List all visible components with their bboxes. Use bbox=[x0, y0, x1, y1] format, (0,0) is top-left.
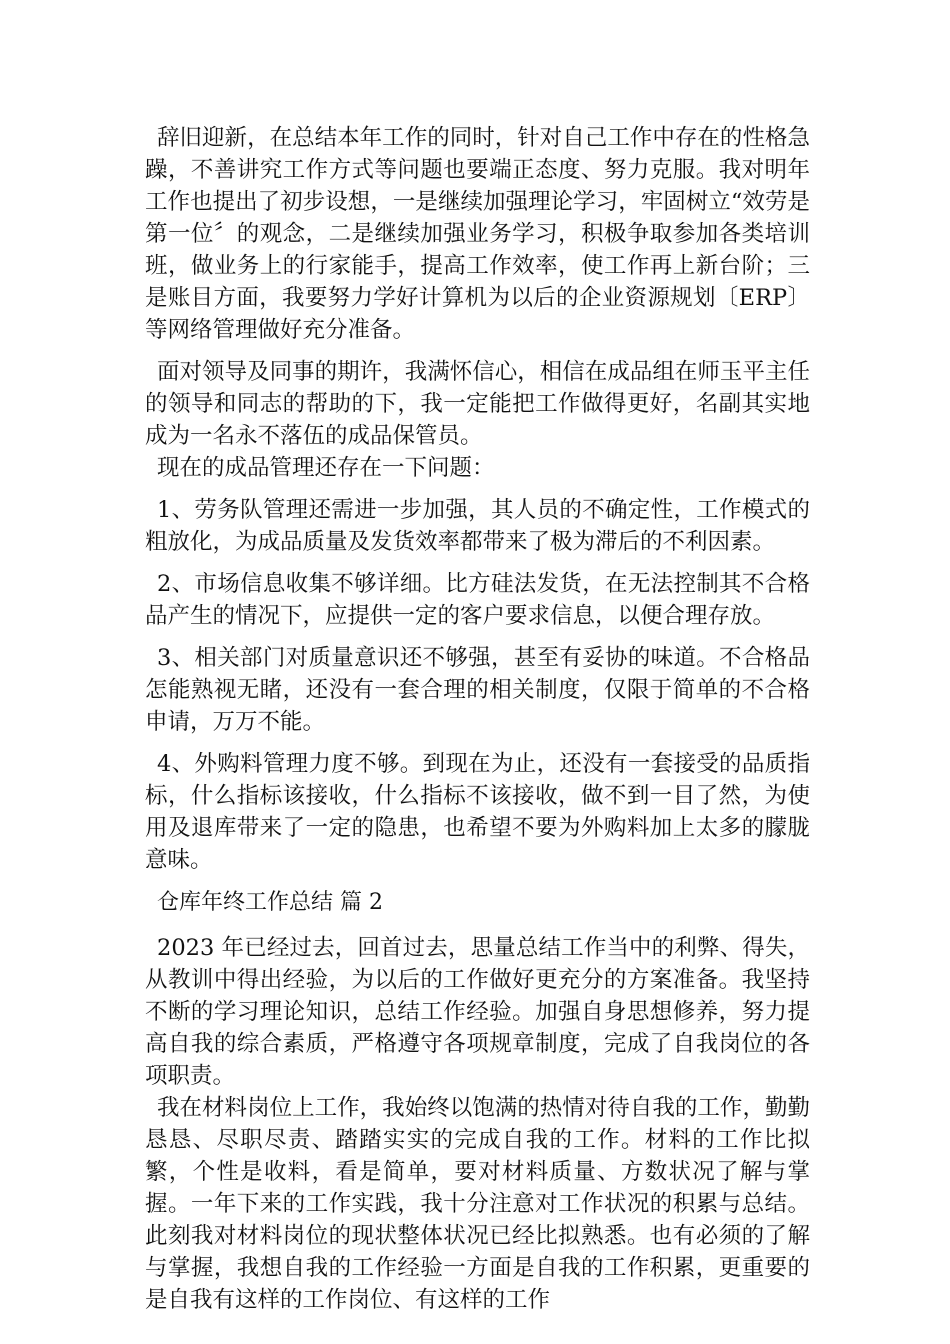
paragraph-issue-4: 4、外购料管理力度不够。到现在为止，还没有一套接受的品质指标，什么指标该接收，什么指标不该接收，做不到一目了然，为使用及退库带来了一定的隐患，也希望不要为外购料加上太多的朦胧意味。 bbox=[145, 751, 810, 873]
paragraph-year-review: 2023 年已经过去，回首过去，思量总结工作当中的利弊、得失，从教训中得出经验，为以后的工作做好更充分的方案准备。我坚持不断的学习理论知识，总结工作经验。加强自身思想修养，努力提高自我的综合素质，严格遵守各项规章制度，完成了自我岗位的各项职责。 bbox=[145, 935, 810, 1089]
paragraph-reflection: 辞旧迎新，在总结本年工作的同时，针对自己工作中存在的性格急躁，不善讲究工作方式等问题也要端正态度、努力克服。我对明年工作也提出了初步设想，一是继续加强理论学习，牢固树立“效劳是第一位〞的观念，二是继续加强业务学习，积极争取参加各类培训班，做业务上的行家能手，提高工作效率，使工作再上新台阶；三是账目方面，我要努力学好计算机为以后的企业资源规划〔ERP〕等网络管理做好充分准备。 bbox=[145, 125, 810, 343]
paragraph-issue-2: 2、市场信息收集不够详细。比方硅法发货，在无法控制其不合格品产生的情况下，应提供一定的客户要求信息，以便合理存放。 bbox=[145, 571, 810, 629]
paragraph-material-post: 我在材料岗位上工作，我始终以饱满的热情对待自我的工作，勤勤恳恳、尽职尽责、踏踏实实的完成自我的工作。材料的工作比拟繁，个性是收料，看是简单，要对材料质量、方数状况了解与掌握。一年下来的工作实践，我十分注意对工作状况的积累与总结。此刻我对材料岗位的现状整体状况已经比拟熟悉。也有必须的了解与掌握，我想自我的工作经验一方面是自我的工作积累，更重要的是自我有这样的工作岗位、有这样的工作 bbox=[145, 1095, 810, 1313]
paragraph-issue-1: 1、劳务队管理还需进一步加强，其人员的不确定性，工作模式的粗放化，为成品质量及发货效率都带来了极为滞后的不利因素。 bbox=[145, 497, 810, 555]
paragraph-issues-intro: 现在的成品管理还存在一下问题： bbox=[157, 455, 495, 481]
section-heading: 仓库年终工作总结 篇 2 bbox=[157, 890, 383, 915]
document-body bbox=[145, 122, 810, 1316]
paragraph-confidence: 面对领导及同事的期许，我满怀信心，相信在成品组在师玉平主任的领导和同志的帮助的下，我一定能把工作做得更好，名副其实地成为一名永不落伍的成品保管员。 bbox=[145, 359, 810, 449]
paragraph-issue-3: 3、相关部门对质量意识还不够强，甚至有妥协的味道。不合格品怎能熟视无睹，还没有一套合理的相关制度，仅限于简单的不合格申请，万万不能。 bbox=[145, 645, 810, 735]
